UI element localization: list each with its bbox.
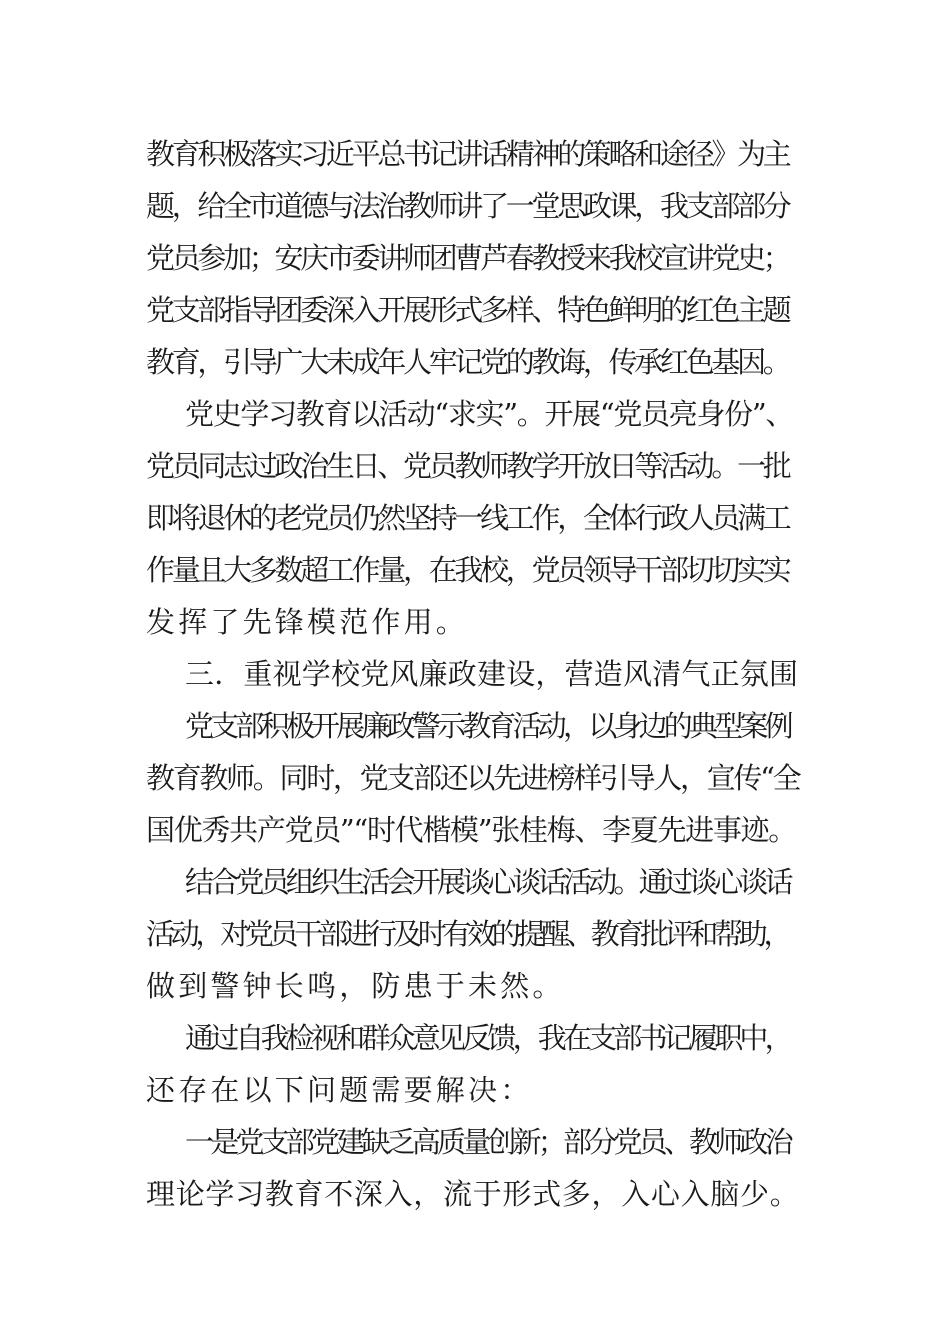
paragraph-line: 教育，引导广大未成年人牢记党的教诲，传承红色基因。 (146, 345, 789, 379)
paragraph-line: 国优秀共产党员”“时代楷模”张桂梅、李夏先进事迹。 (146, 813, 796, 847)
paragraph-line: 党支部积极开展廉政警示教育活动，以身边的典型案例 (185, 709, 790, 743)
paragraph-line: 党史学习教育以活动“求实”。开展“党员亮身份”、 (185, 397, 794, 431)
paragraph-line: 还存在以下问题需要解决： (146, 1073, 533, 1107)
paragraph-line: 作量且大多数超工作量，在我校，党员领导干部切切实实 (146, 553, 789, 587)
paragraph-line: 做到警钟长鸣，防患于未然。 (146, 969, 565, 1003)
paragraph-line: 教育积极落实习近平总书记讲话精神的策略和途径》为主 (146, 137, 789, 171)
paragraph-line: 活动，对党员干部进行及时有效的提醒、教育批评和帮助， (146, 917, 789, 951)
paragraph-line: 教育教师。同时，党支部还以先进榜样引导人，宣传“全 (146, 761, 800, 795)
paragraph-line: 理论学习教育不深入，流于形式多，入心入脑少。 (146, 1177, 800, 1211)
paragraph-line: 通过自我检视和群众意见反馈，我在支部书记履职中， (185, 1021, 790, 1055)
paragraph-line: 一是党支部党建缺乏高质量创新；部分党员、教师政治 (185, 1125, 790, 1159)
paragraph-line: 党支部指导团委深入开展形式多样、特色鲜明的红色主题 (146, 293, 789, 327)
paragraph-line: 党员参加；安庆市委讲师团曹芦春教授来我校宣讲党史； (146, 241, 789, 275)
paragraph-line: 即将退休的老党员仍然坚持一线工作，全体行政人员满工 (146, 501, 789, 535)
section-heading: 三．重视学校党风廉政建设，营造风清气正氛围 (185, 657, 799, 691)
paragraph-line: 发挥了先锋模范作用。 (146, 605, 469, 639)
paragraph-line: 题，给全市道德与法治教师讲了一堂思政课，我支部部分 (146, 189, 789, 223)
paragraph-line: 党员同志过政治生日、党员教师教学开放日等活动。一批 (146, 449, 789, 483)
paragraph-line: 结合党员组织生活会开展谈心谈话活动。通过谈心谈话 (185, 865, 790, 899)
